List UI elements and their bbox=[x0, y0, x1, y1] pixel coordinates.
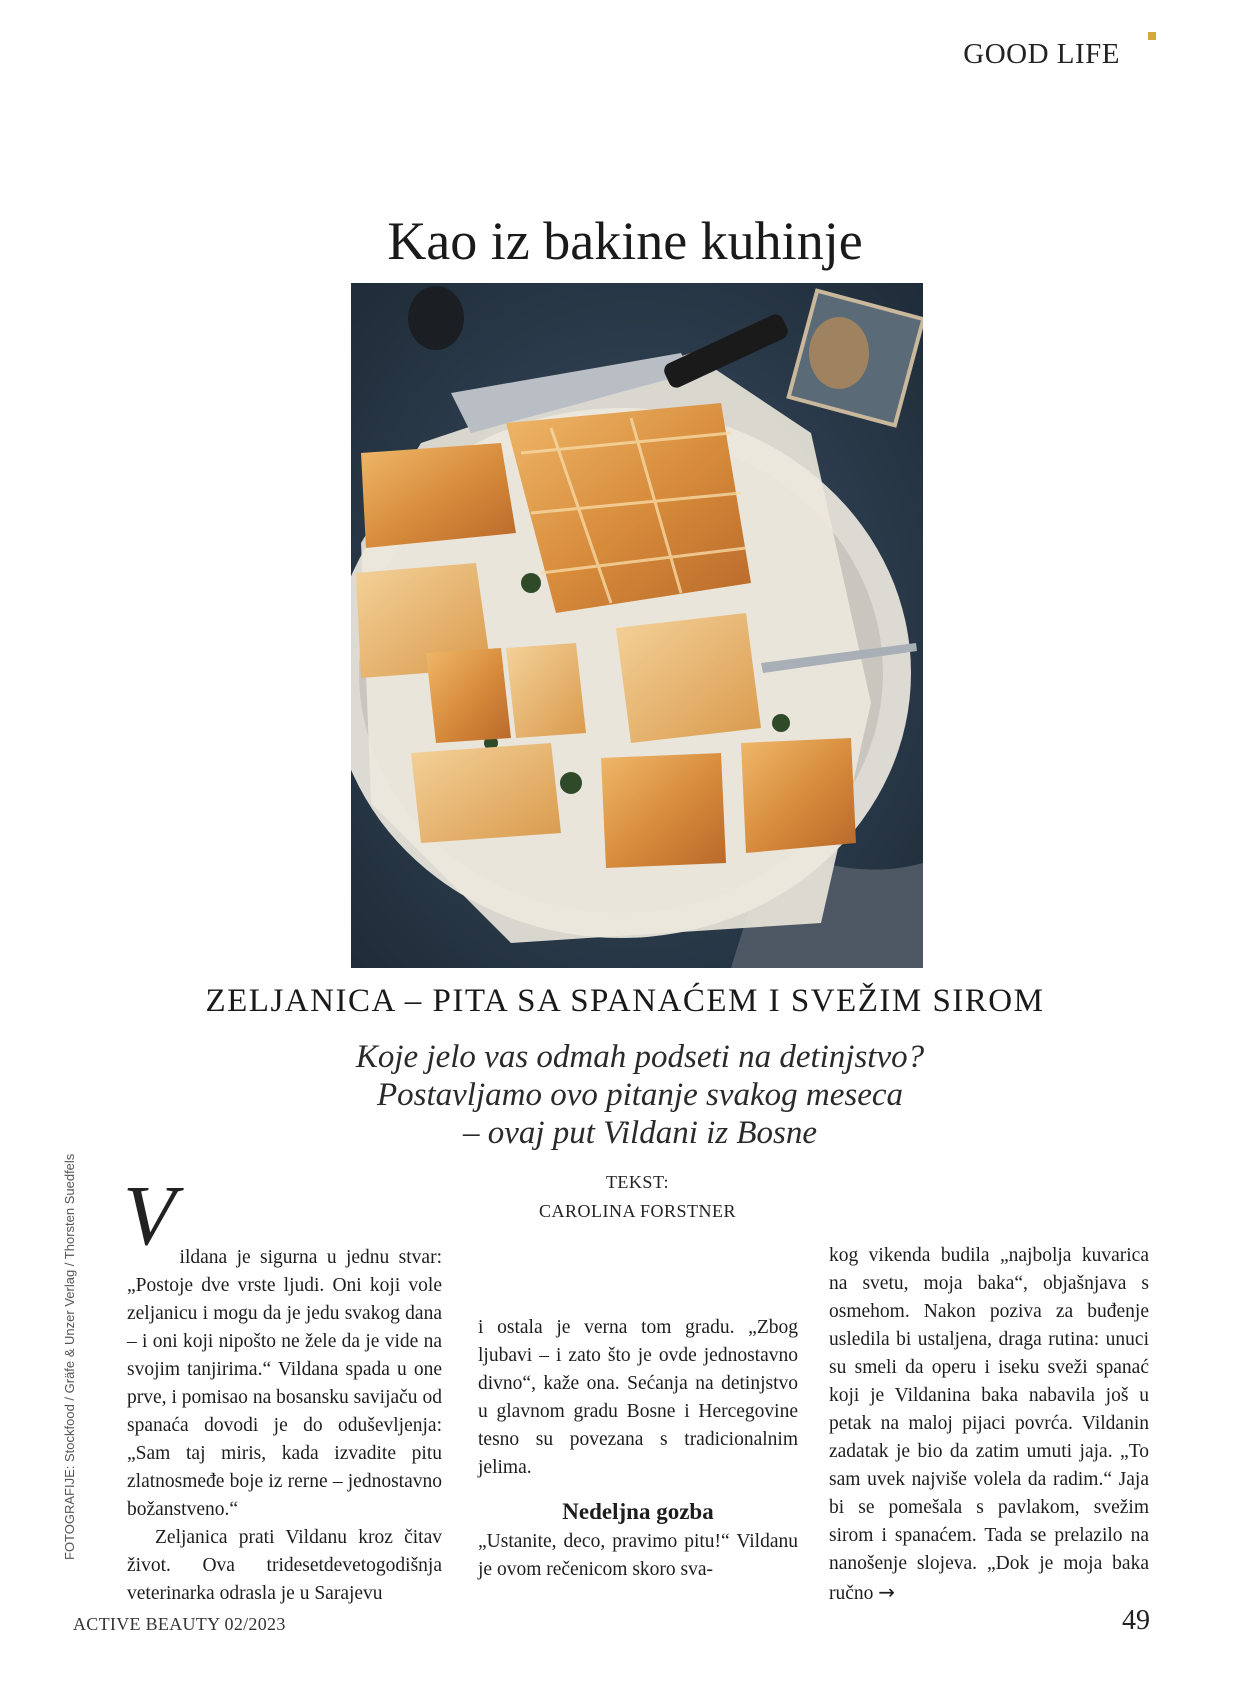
paragraph: i ostala je verna tom gradu. „Zbog ljubavi – i zato što je ovde jednostavno divno“, kaže ona. Sećanja na detinjstvo u glavnom gradu Bosne i Hercegovine tesno su povezana s tradicionalnim jelima. bbox=[478, 1317, 798, 1478]
pita-illustration bbox=[351, 283, 923, 968]
paragraph: „Ustanite, deco, pravimo pitu!“ Vildanu je ovom rečenicom skoro sva- bbox=[478, 1531, 798, 1580]
article-lead bbox=[300, 1038, 980, 1152]
continue-arrow-icon: → bbox=[878, 1580, 896, 1604]
text-column-1 bbox=[123, 1167, 442, 1608]
magazine-issue: ACTIVE BEAUTY 02/2023 bbox=[73, 1614, 286, 1634]
page-number: 49 bbox=[1122, 1605, 1150, 1636]
paragraph: Zeljanica prati Vildanu kroz čitav život. Ova tridesetdevetogodišnja veterinarka odrasla je u Sarajevu bbox=[127, 1527, 442, 1604]
author-credit bbox=[450, 1168, 825, 1226]
credit-author: CAROLINA FORSTNER bbox=[538, 1201, 737, 1221]
section-label: GOOD LIFE bbox=[963, 38, 1120, 70]
photo-credit: FOTOGRAFIJE: Stockfood / Gräfe & Unzer Verlag / Thorsten Suedfels bbox=[62, 1153, 77, 1560]
pita-photo bbox=[351, 283, 923, 968]
paragraph-text: kog vikenda budila „najbolja kuvarica na svetu, moja baka“, objašnjava s osmehom. Nakon poziva za buđenje usledila bi ustaljena, draga rutina: unuci su smeli da operu i iseku sveži spanać koji je Vildanina baka nabavila još u petak na maloj pijaci povrća. Vildanin zadatak je bio da zatim umuti jaja. „To sam uvek najviše volela da radim.“ Jaja bi se pomešala s pavlakom, svežim sirom i spanaćem. Tada se prelazilo na nanošenje slojeva. „Dok je moja baka ručno bbox=[829, 1245, 1149, 1604]
paragraph: ildana je sigurna u jednu stvar: „Postoje dve vrste ljudi. Oni koji vole zeljanicu i mogu da je jedu svakog dana – i oni koji nipošto ne žele da je vide na svojim tanjirima.“ Vildana spada u one prve, i pomisao na bosansku savijaču od spanaća dovodi je do oduševljenja: „Sam taj miris, kada izvadite pitu zlatnosmeđe boje iz rerne – jednostavno božanstveno.“ bbox=[127, 1247, 442, 1520]
article-subtitle: ZELJANICA – PITA SA SPANAĆEM I SVEŽIM SIROM bbox=[205, 983, 1045, 1019]
lead-line: Koje jelo vas odmah podseti na detinjstvo? bbox=[355, 1039, 925, 1075]
article-title: Kao iz bakine kuhinje bbox=[387, 211, 863, 271]
credit-label: TEKST: bbox=[605, 1172, 670, 1192]
lead-line: – ovaj put Vildani iz Bosne bbox=[462, 1115, 818, 1151]
lead-line: Postavljamo ovo pitanje svakog meseca bbox=[376, 1077, 904, 1113]
corner-mark bbox=[1148, 32, 1156, 40]
section-subheading: Nedeljna gozba bbox=[562, 1499, 714, 1524]
text-column-2 bbox=[478, 1314, 798, 1584]
paragraph bbox=[829, 1242, 1149, 1608]
text-column-3 bbox=[829, 1242, 1149, 1608]
drop-cap: V bbox=[123, 1167, 176, 1263]
